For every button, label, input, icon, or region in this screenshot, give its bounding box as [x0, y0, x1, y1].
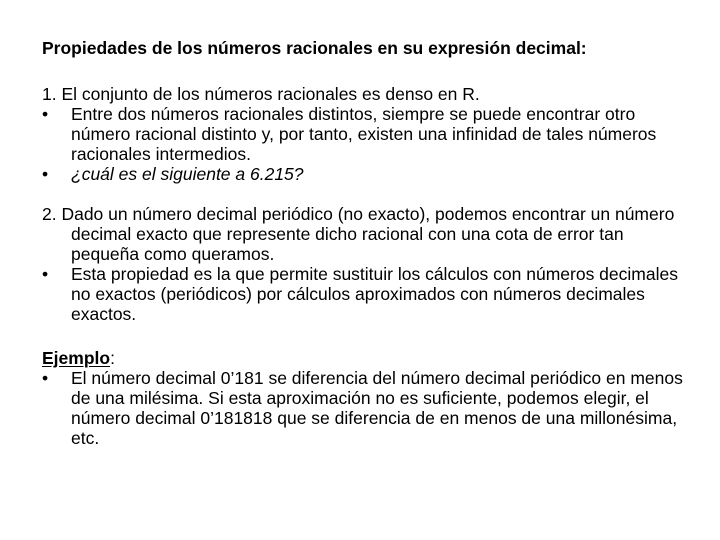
example-bullet-1-text: El número decimal 0’181 se diferencia del número decimal periódico en menos de una milésima. Si esta aproximación no es suficiente, podemos elegir, el número decimal 0’181818 que se diferencia de en menos de una millonésima, etc.	[71, 368, 683, 448]
slide-content	[42, 38, 692, 468]
property-1-question: ¿cuál es el siguiente a 6.215?	[71, 164, 304, 184]
property-2-bullet-1	[42, 264, 692, 324]
example-colon: :	[110, 348, 115, 368]
example-heading	[42, 348, 692, 368]
bullet-icon: •	[42, 264, 49, 284]
property-1-statement: 1. El conjunto de los números racionales es denso en R.	[42, 84, 480, 104]
property-1-bullet-1	[42, 104, 692, 164]
property-1-bullet-2	[42, 164, 692, 184]
bullet-icon: •	[42, 164, 49, 184]
slide-title: Propiedades de los números racionales en su expresión decimal:	[42, 38, 587, 58]
example-bullet-1	[42, 368, 692, 448]
property-1-section	[42, 84, 692, 184]
property-2-section	[42, 204, 692, 324]
bullet-icon: •	[42, 368, 49, 388]
property-2-statement: 2. Dado un número decimal periódico (no exacto), podemos encontrar un número decimal exacto que represente dicho racional con una cota de error tan pequeña como queramos.	[42, 204, 675, 264]
property-2-bullet-1-text: Esta propiedad es la que permite sustituir los cálculos con números decimales no exactos (periódicos) por cálculos aproximados con números decimales exactos.	[71, 264, 678, 324]
example-label: Ejemplo	[42, 348, 111, 368]
example-section	[42, 348, 692, 448]
property-1-bullet-1-text: Entre dos números racionales distintos, siempre se puede encontrar otro número racional distinto y, por tanto, existen una infinidad de tales números racionales intermedios.	[71, 104, 657, 164]
bullet-icon: •	[42, 104, 49, 124]
